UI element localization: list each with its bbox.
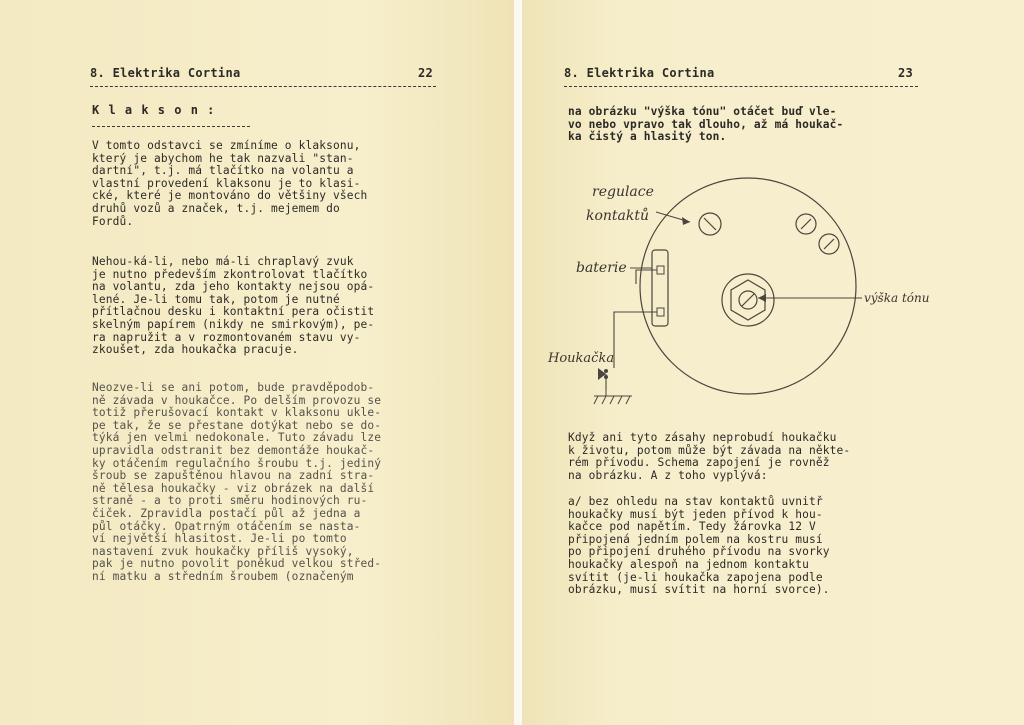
label-battery: baterie (576, 260, 627, 276)
regulation-screw (699, 213, 721, 235)
right-paragraph-2: Když ani tyto zásahy neprobudí houkačku k životu, potom může být závada na někte- rém přívodu. Schema zapojení je rovněž na obrázku. A z toho vyplývá: (568, 431, 851, 482)
right-header-rule (564, 86, 918, 87)
left-paragraph-1: V tomto odstavci se zmíníme o klaksonu, který je abychom he tak nazvali "stan- dartní", t.j. má tlačítko na volantu a vlastní provedení klaksonu je to klasi- cké, které je montováno do většiny všech druhů vozů a značek, t.j. mejemem do Fordů. (92, 139, 368, 228)
right-paragraph-1: na obrázku "výška tónu" otáčet buď vle- vo nebo vpravo tak dlouho, až má houkač- ka čistý a hlasitý ton. (568, 105, 844, 144)
right-page-number: 23 (898, 66, 914, 80)
label-regulation: regulace (592, 184, 654, 200)
label-contacts: kontaktů (586, 208, 650, 224)
battery-wire (636, 270, 657, 284)
horn-wiring-diagram (540, 168, 980, 418)
left-header-rule (90, 86, 436, 87)
label-horn: Houkačka (548, 351, 615, 366)
pitch-adjustment-nut (722, 274, 774, 326)
horn-body-outline (640, 178, 856, 394)
mounting-screw (819, 234, 839, 254)
book-gutter (514, 0, 522, 725)
left-paragraph-2: Nehou-ká-li, nebo má-li chraplavý zvuk je nutno především zkontrolovat tlačítko na volantu, zda jeho kontakty nejsou opá- lené. Je-li tomu tak, potom je nutné přítlačnou desku i kontaktní pera očistit skelným papírem (nikdy ne smirkovým), pe- ra napružit a v rozmontovaném stavu vy- zkoušet, zda houkačka pracuje. (92, 255, 375, 357)
mounting-screw (796, 214, 816, 234)
right-page-chapter-header: 8. Elektrika Cortina (564, 66, 715, 80)
section-title-underline (92, 126, 250, 127)
label-pitch: výška tónu (864, 291, 930, 305)
terminal-block (652, 250, 668, 326)
left-page-number: 22 (418, 66, 434, 80)
left-page-chapter-header: 8. Elektrika Cortina (90, 66, 241, 80)
right-paragraph-3: a/ bez ohledu na stav kontaktů uvnitř houkačky musí být jeden přívod k hou- kačce pod napětím. Tedy žárovka 12 V připojená jedním polem na kostru musí po připojení druhého přívodu na svorky houkačky alespoň na jednom kontaktu svítit (je-li houkačka zapojena podle obrázku, musí svítit na horní svorce). (568, 495, 830, 597)
ground-symbol (594, 390, 632, 404)
button-wire (614, 312, 657, 368)
left-paragraph-3: Neozve-li se ani potom, bude pravděpodob- ně závada v houkačce. Po delším provozu se totiž přerušovací kontakt v klaksonu ukle- pe tak, že se přestane dotýkat nebo se do- týká jen velmi nedokonale. Tuto závadu lze upravidla odstranit bez demontáže houkač- ky otáčením regulačního šroubu t.j. jediný šroub se zapuštěnou hlavou na zadní stra- ně tělesa houkačky - viz obrázek na další straně - a to proti směru hodinových ru- čiček. Zpravidla postačí půl až jedna a půl otáčky. Opatrným otáčením se nasta- ví největší hlasitost. Je-li po tomto nastavení zvuk houkačky příliš vysoký, pak je nutno povolit poněkud velkou střed- ní matku a středním šroubem (označeným (92, 381, 382, 583)
section-title: K l a k s o n : (92, 103, 216, 117)
